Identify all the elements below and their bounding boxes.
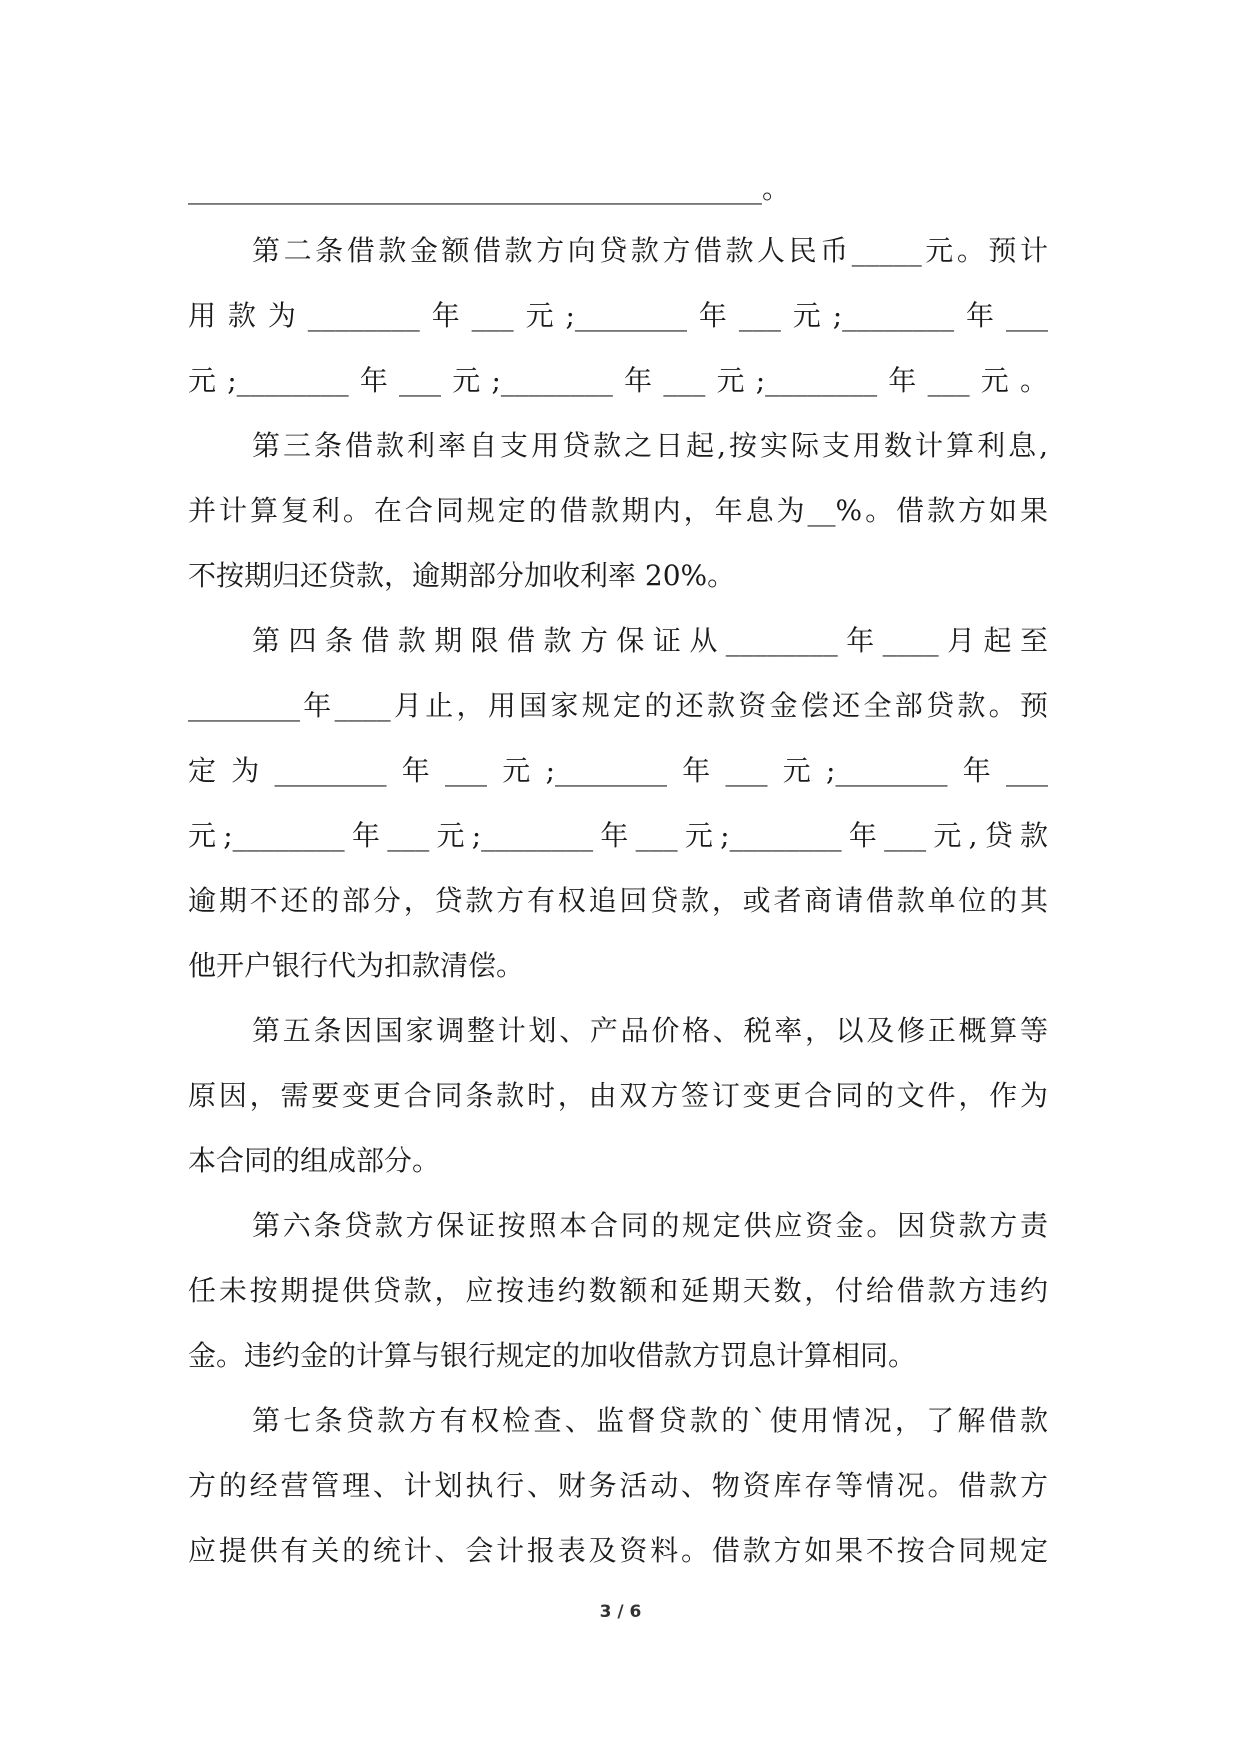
- text-line: 逾期不还的部分，贷款方有权追回贷款，或者商请借款单位的其: [188, 884, 1048, 917]
- text-line: 应提供有关的统计、会计报表及资料。借款方如果不按合同规定: [188, 1534, 1048, 1567]
- text-line: 不按期归还贷款，逾期部分加收利率 20%。: [188, 559, 736, 592]
- text-line: 第五条因国家调整计划、产品价格、税率，以及修正概算等: [252, 1014, 1048, 1047]
- text-line: 第二条借款金额借款方向贷款方借款人民币_____元。预计: [252, 234, 1048, 267]
- text-line: 用款为________年___元;________年___元;________年___: [188, 299, 1048, 332]
- text-line: 第三条借款利率自支用贷款之日起,按实际支用数计算利息,: [252, 429, 1048, 462]
- text-line: 第六条贷款方保证按照本合同的规定供应资金。因贷款方责: [252, 1209, 1048, 1242]
- text-line: 方的经营管理、计划执行、财务活动、物资库存等情况。借款方: [188, 1469, 1048, 1502]
- text-line: 定为________年___元;________年___元;________年___: [188, 754, 1048, 787]
- text-line: _________________________________________。: [188, 172, 791, 205]
- text-line: 并计算复利。在合同规定的借款期内，年息为__%。借款方如果: [188, 494, 1048, 527]
- text-line: 元;________年___元;________年___元;________年___元。: [188, 364, 1048, 397]
- text-line: 第七条贷款方有权检查、监督贷款的`使用情况，了解借款: [252, 1404, 1048, 1437]
- text-line: 金。违约金的计算与银行规定的加收借款方罚息计算相同。: [188, 1339, 917, 1372]
- text-line: 他开户银行代为扣款清偿。: [188, 949, 525, 982]
- text-line: 本合同的组成部分。: [188, 1144, 441, 1177]
- text-line: 元;________年___元;________年___元;________年___元,贷款: [188, 819, 1048, 852]
- text-line: ________年____月止，用国家规定的还款资金偿还全部贷款。预: [188, 689, 1048, 722]
- text-line: 任未按期提供贷款，应按违约数额和延期天数，付给借款方违约: [188, 1274, 1048, 1307]
- document-body: [188, 160, 1048, 1583]
- text-line: 原因，需要变更合同条款时，由双方签订变更合同的文件，作为: [188, 1079, 1048, 1112]
- text-line: 第四条借款期限借款方保证从________年____月起至: [252, 624, 1048, 657]
- page-number: 3 / 6: [599, 1602, 642, 1622]
